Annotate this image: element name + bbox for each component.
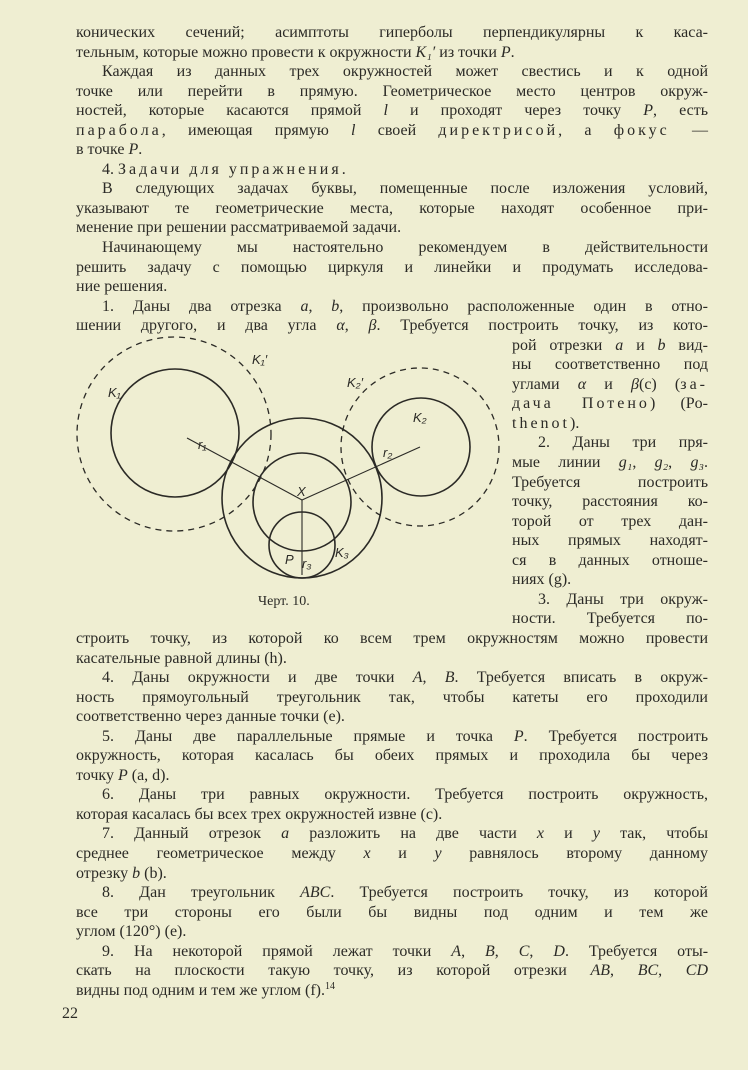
text-run: скать на плоскости такую точку, из которой отрезки: [76, 962, 591, 980]
text-run: Каждая из данных трех окружностей может свестись и к одной: [102, 63, 708, 81]
text-line: [76, 942, 708, 962]
text-line: [512, 355, 708, 375]
label-k3: K₃: [335, 545, 349, 560]
text-line: [76, 179, 708, 199]
text-run: ,: [529, 942, 554, 960]
text-line: [76, 277, 708, 297]
text-line: [76, 199, 708, 219]
text-run: . Требуется построить точку, из которой: [330, 884, 708, 902]
label-r2: r₂: [383, 445, 393, 460]
text-line: [76, 961, 708, 981]
text-line: [76, 844, 708, 864]
text-line: [512, 414, 708, 434]
text-run: , а: [558, 121, 614, 139]
text-run: из точки: [435, 43, 501, 61]
text-block-top: [76, 23, 708, 336]
text-line: [76, 629, 708, 649]
spaced-text: фокус: [613, 121, 670, 139]
text-run: 3. Даны три окруж-: [538, 590, 708, 608]
text-run: строить точку, из которой ко всем трем окружностям можно провести: [76, 629, 708, 647]
text-run: Начинающему мы настоятельно рекомендуем в действительности: [102, 239, 708, 257]
text-run: ).: [570, 414, 580, 432]
text-run: ниях (g).: [512, 571, 572, 589]
math-symbol: α: [577, 375, 587, 393]
text-line: [76, 316, 708, 336]
math-symbol: β: [368, 317, 377, 335]
spaced-text: Задачи для упражнения: [118, 160, 342, 178]
text-run: . Требуется построить точку, из кото-: [376, 317, 709, 335]
text-run: мые линии: [512, 454, 619, 472]
math-symbol: l: [383, 102, 388, 120]
math-symbol: K₁′: [415, 43, 436, 61]
text-run: все три стороны его были бы видны под одним и тем же: [76, 903, 708, 921]
text-run: среднее геометрическое между: [76, 844, 364, 862]
spaced-text: директрисой: [438, 121, 559, 139]
text-line: [76, 805, 708, 825]
text-line: [76, 140, 708, 160]
text-run: 6. Даны три равных окружности. Требуется построить окружность,: [102, 786, 708, 804]
text-line: [76, 668, 708, 688]
math-symbol: C: [518, 942, 530, 960]
text-line: [76, 43, 708, 63]
text-run: тельным, которые можно провести к окружности: [76, 43, 416, 61]
text-line: [76, 297, 708, 317]
text-run: торой от трех дан-: [512, 512, 708, 530]
text-run: 5. Даны две параллельные прямые и точка: [102, 727, 514, 745]
math-symbol: B: [485, 942, 495, 960]
math-symbol: A: [451, 942, 462, 960]
text-run: и: [544, 825, 593, 843]
text-run: 2. Даны три пря-: [538, 434, 708, 452]
text-line: [512, 531, 708, 551]
math-symbol: l: [351, 121, 356, 139]
text-run: (c) (: [638, 375, 681, 393]
math-symbol: P: [500, 43, 511, 61]
page-text: [76, 23, 708, 1000]
text-run: ,: [610, 962, 638, 980]
math-symbol: α: [336, 317, 345, 335]
text-run: так, чтобы: [599, 825, 709, 843]
text-run: В следующих задачах буквы, помещенные после изложения условий,: [102, 180, 708, 198]
text-run: ны соответственно под: [512, 356, 708, 374]
text-run: ,: [668, 454, 691, 472]
text-line: [76, 258, 708, 278]
text-line: [76, 707, 708, 727]
text-line: [512, 512, 708, 532]
text-run: 4.: [102, 160, 118, 178]
math-symbol: P: [117, 766, 128, 784]
math-symbol: P: [643, 102, 654, 120]
text-line: [512, 492, 708, 512]
label-r1: r₁: [198, 437, 207, 452]
math-symbol: b: [331, 297, 340, 315]
text-run: Требуется построить: [512, 473, 708, 491]
math-symbol: A: [412, 669, 423, 687]
text-run: которая касалась бы всех трех окружностей извне (c).: [76, 805, 443, 823]
text-run: касательные равной длины (h).: [76, 649, 287, 667]
text-run: , есть: [653, 102, 709, 120]
text-line: [512, 453, 708, 473]
math-symbol: CD: [685, 962, 709, 980]
text-run: ,: [658, 962, 686, 980]
text-run: ности. Требуется по-: [512, 610, 708, 628]
text-line: [76, 785, 708, 805]
text-run: решить задачу с помощью циркуля и линейки и продумать исследова-: [76, 258, 708, 276]
text-line: [76, 121, 708, 141]
text-run: и: [370, 844, 435, 862]
text-line: [76, 824, 708, 844]
text-run: , имеющая прямую: [161, 121, 352, 139]
text-run: точку: [76, 766, 118, 784]
text-run: ных прямых находят-: [512, 532, 708, 550]
text-run: и: [586, 375, 632, 393]
text-run: —: [669, 121, 709, 139]
math-symbol: g₃: [690, 454, 705, 472]
text-column-right: [512, 336, 708, 629]
text-run: . Требуется оты-: [564, 942, 709, 960]
text-run: соответственно через данные точки (e).: [76, 708, 345, 726]
label-k1: K₁: [108, 385, 121, 400]
figure-area: [76, 336, 512, 629]
label-p: P: [285, 552, 294, 567]
text-line: [76, 883, 708, 903]
label-k2: K₂: [413, 410, 427, 425]
math-symbol: b: [657, 336, 666, 354]
text-block-bottom: [76, 629, 708, 1000]
text-run: 1. Даны два отрезка: [102, 297, 301, 315]
text-line: [76, 922, 708, 942]
text-line: [76, 82, 708, 102]
math-symbol: g₂: [654, 454, 669, 472]
text-line: [512, 394, 708, 414]
text-run: углом (120°) (e).: [76, 923, 187, 941]
text-run: . Требуется построить: [523, 727, 708, 745]
math-symbol: x: [363, 844, 371, 862]
text-run: (a, d).: [127, 766, 170, 784]
text-run: указывают те геометрические места, которые находят особенное при-: [76, 199, 708, 217]
math-symbol: y: [592, 825, 600, 843]
math-symbol: BC: [637, 962, 659, 980]
text-run: ) (Po-: [649, 395, 708, 413]
math-symbol: ABC: [300, 884, 331, 902]
math-symbol: B: [444, 669, 455, 687]
text-run: разложить на две части: [289, 825, 537, 843]
text-run: шении другого, и два угла: [76, 317, 337, 335]
text-run: видны под одним и тем же углом (f).: [76, 981, 326, 999]
text-run: и: [623, 336, 658, 354]
text-run: (b).: [140, 864, 167, 882]
math-symbol: b: [132, 864, 141, 882]
text-line: [512, 609, 708, 629]
text-run: . Требуется вписать в окруж-: [454, 669, 709, 687]
text-line: [76, 746, 708, 766]
text-run: конических сечений; асимптоты гиперболы перпендикулярны к каса-: [76, 24, 708, 41]
text-line: [76, 238, 708, 258]
text-run: .: [138, 141, 143, 159]
math-symbol: a: [615, 336, 624, 354]
text-run: 9. На некоторой прямой лежат точки: [102, 942, 452, 960]
text-run: ,: [632, 454, 655, 472]
math-symbol: a: [300, 297, 309, 315]
text-run: 8. Дан треугольник: [102, 884, 301, 902]
math-symbol: P: [513, 727, 524, 745]
text-run: ,: [461, 942, 486, 960]
text-run: рой отрезки: [512, 336, 616, 354]
text-run: ,: [344, 317, 369, 335]
text-run: точку, расстояния ко-: [512, 493, 708, 511]
math-symbol: β: [631, 375, 639, 393]
text-run: ,: [422, 669, 445, 687]
text-line: [76, 766, 708, 786]
text-run: окружность, которая касалась бы обеих прямых и проходила бы через: [76, 747, 708, 765]
math-symbol: a: [281, 825, 290, 843]
text-with-figure: [76, 336, 708, 629]
label-r3: r₃: [302, 556, 312, 571]
text-run: .: [341, 160, 346, 178]
text-line: [76, 62, 708, 82]
math-symbol: AB: [590, 962, 611, 980]
math-symbol: g₁: [618, 454, 633, 472]
text-run: отрезку: [76, 864, 133, 882]
math-symbol: x: [536, 825, 545, 843]
spaced-text: дача Потено: [512, 395, 650, 413]
footnote-ref: 14: [325, 980, 336, 992]
text-line: [76, 23, 708, 43]
text-line: [76, 981, 708, 1001]
text-run: в точке: [76, 141, 129, 159]
label-k1-prime: K₁′: [252, 352, 268, 367]
label-x: X: [297, 484, 306, 499]
text-run: 7. Данный отрезок: [102, 825, 282, 843]
text-line: [512, 551, 708, 571]
label-k2-prime: K₂′: [347, 375, 364, 390]
math-symbol: D: [553, 942, 565, 960]
text-run: точке или перейти в прямую. Геометрическое место центров окруж-: [76, 82, 708, 100]
text-line: [512, 590, 708, 610]
text-line: [76, 688, 708, 708]
text-line: [512, 336, 708, 356]
text-line: [76, 903, 708, 923]
math-symbol: y: [434, 844, 442, 862]
text-line: [512, 570, 708, 590]
text-line: [76, 218, 708, 238]
text-run: ,: [494, 942, 519, 960]
page-number: 22: [62, 1005, 78, 1022]
text-run: ностей, которые касаются прямой: [76, 102, 384, 120]
text-run: ние решения.: [76, 278, 168, 296]
text-line: [76, 864, 708, 884]
text-run: 4. Даны окружности и две точки: [102, 669, 413, 687]
text-run: .: [510, 43, 515, 61]
text-run: вид-: [665, 336, 709, 354]
spaced-text: thenot: [512, 414, 570, 432]
text-run: , произвольно расположенные один в отно-: [339, 297, 709, 315]
text-run: равнялось второму данному: [441, 844, 708, 862]
text-run: ся в данных отноше-: [512, 551, 708, 569]
text-line: [512, 433, 708, 453]
math-symbol: P: [128, 141, 139, 159]
spaced-text: за-: [680, 375, 708, 393]
text-run: .: [704, 454, 709, 472]
text-run: ность прямоугольный треугольник так, чтобы катеты его проходили: [76, 688, 708, 706]
figure-caption: Черт. 10.: [258, 594, 310, 609]
text-run: и проходят через точку: [387, 102, 644, 120]
text-line: [512, 473, 708, 493]
text-run: углами: [512, 375, 578, 393]
text-line: [512, 375, 708, 395]
text-line: [76, 101, 708, 121]
text-line: [76, 160, 708, 180]
text-line: [76, 727, 708, 747]
text-line: [76, 649, 708, 669]
text-run: своей: [355, 121, 439, 139]
text-run: менение при решении рассматриваемой задачи.: [76, 219, 402, 237]
text-run: ,: [308, 297, 332, 315]
spaced-text: парабола: [76, 121, 162, 139]
